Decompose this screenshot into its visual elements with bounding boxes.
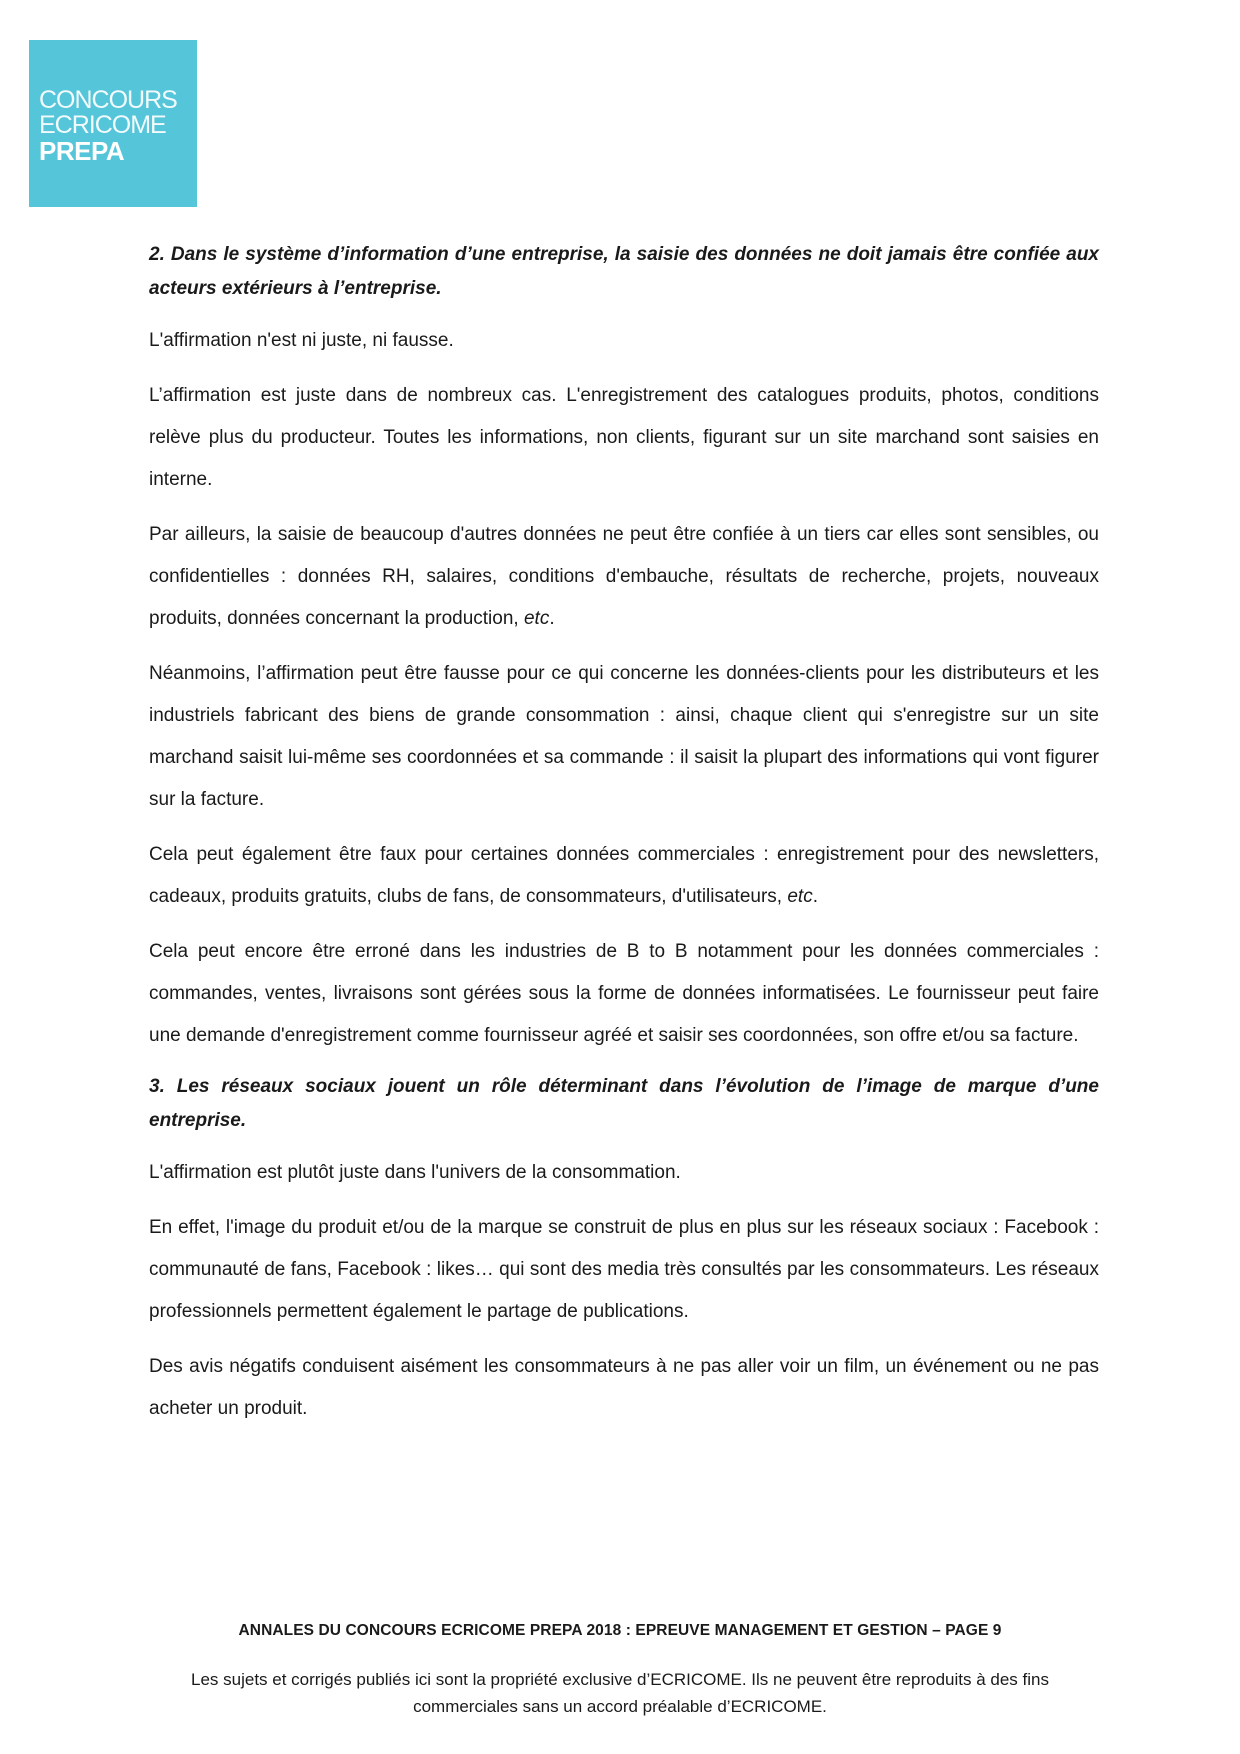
question-3-title: 3. Les réseaux sociaux jouent un rôle déterminant dans l’évolution de l’image de marque d’une entreprise. bbox=[149, 1076, 1099, 1131]
logo-line-ecricome: ECRICOME bbox=[39, 111, 166, 139]
q2-paragraph-3-text: Par ailleurs, la saisie de beaucoup d'autres données ne peut être confiée à un tiers car elles sont sensibles, ou confidentielles : données RH, salaires, conditions d'embauche, résultats de recherche, projets, nouveaux produits, données concernant la production, bbox=[149, 524, 1099, 629]
q2-paragraph-3 bbox=[149, 514, 1099, 640]
q2-paragraph-1: L'affirmation n'est ni juste, ni fausse. bbox=[149, 330, 454, 351]
q2-paragraph-3-end: . bbox=[549, 608, 555, 629]
q2-paragraph-4: Néanmoins, l’affirmation peut être fausse pour ce qui concerne les données-clients pour les distributeurs et les industriels fabricant des biens de grande consommation : ainsi, chaque client qui s'enregistre sur un site marchand saisit lui-même ses coordonnées et sa commande : il saisit la plupart des informations qui vont figurer sur la facture. bbox=[149, 663, 1099, 810]
q2-paragraph-5-text: Cela peut également être faux pour certaines données commerciales : enregistrement pour des newsletters, cadeaux, produits gratuits, clubs de fans, de consommateurs, d'utilisateurs, bbox=[149, 844, 1099, 907]
q2-paragraph-5 bbox=[149, 834, 1099, 918]
footer-title: ANNALES DU CONCOURS ECRICOME PREPA 2018 : EPREUVE MANAGEMENT ET GESTION – PAGE 9 bbox=[238, 1622, 1002, 1639]
ecricome-logo bbox=[29, 40, 197, 207]
page-content bbox=[149, 238, 1099, 1443]
q2-paragraph-2: L’affirmation est juste dans de nombreux cas. L'enregistrement des catalogues produits, photos, conditions relève plus du producteur. Toutes les informations, non clients, figurant sur un site marchand sont saisies en interne. bbox=[149, 385, 1099, 490]
question-2-title: 2. Dans le système d’information d’une entreprise, la saisie des données ne doit jamais être confiée aux acteurs extérieurs à l’entreprise. bbox=[149, 244, 1099, 299]
q3-paragraph-3: Des avis négatifs conduisent aisément les consommateurs à ne pas aller voir un film, un événement ou ne pas acheter un produit. bbox=[149, 1356, 1099, 1419]
q3-paragraph-2: En effet, l'image du produit et/ou de la marque se construit de plus en plus sur les réseaux sociaux : Facebook : communauté de fans, Facebook : likes… qui sont des media très consultés par les consommateurs. Les réseaux professionnels permettent également le partage de publications. bbox=[149, 1217, 1099, 1322]
q2-paragraph-3-etc: etc bbox=[523, 608, 550, 629]
logo-line-concours: CONCOURS bbox=[39, 86, 177, 114]
q2-paragraph-5-etc: etc bbox=[787, 886, 813, 907]
q3-paragraph-1: L'affirmation est plutôt juste dans l'univers de la consommation. bbox=[149, 1162, 681, 1183]
logo-line-prepa: PREPA bbox=[39, 136, 125, 166]
footer-copyright-note: Les sujets et corrigés publiés ici sont la propriété exclusive d’ECRICOME. Ils ne peuvent être reproduits à des fins commerciales sans un accord préalable d’ECRICOME. bbox=[191, 1670, 1049, 1716]
q2-paragraph-5-end: . bbox=[812, 886, 818, 907]
q2-paragraph-6: Cela peut encore être erroné dans les industries de B to B notamment pour les données commerciales : commandes, ventes, livraisons sont gérées sous la forme de données informatisées. Le fournisseur peut faire une demande d'enregistrement comme fournisseur agréé et saisir ses coordonnées, son offre et/ou sa facture. bbox=[149, 941, 1099, 1046]
